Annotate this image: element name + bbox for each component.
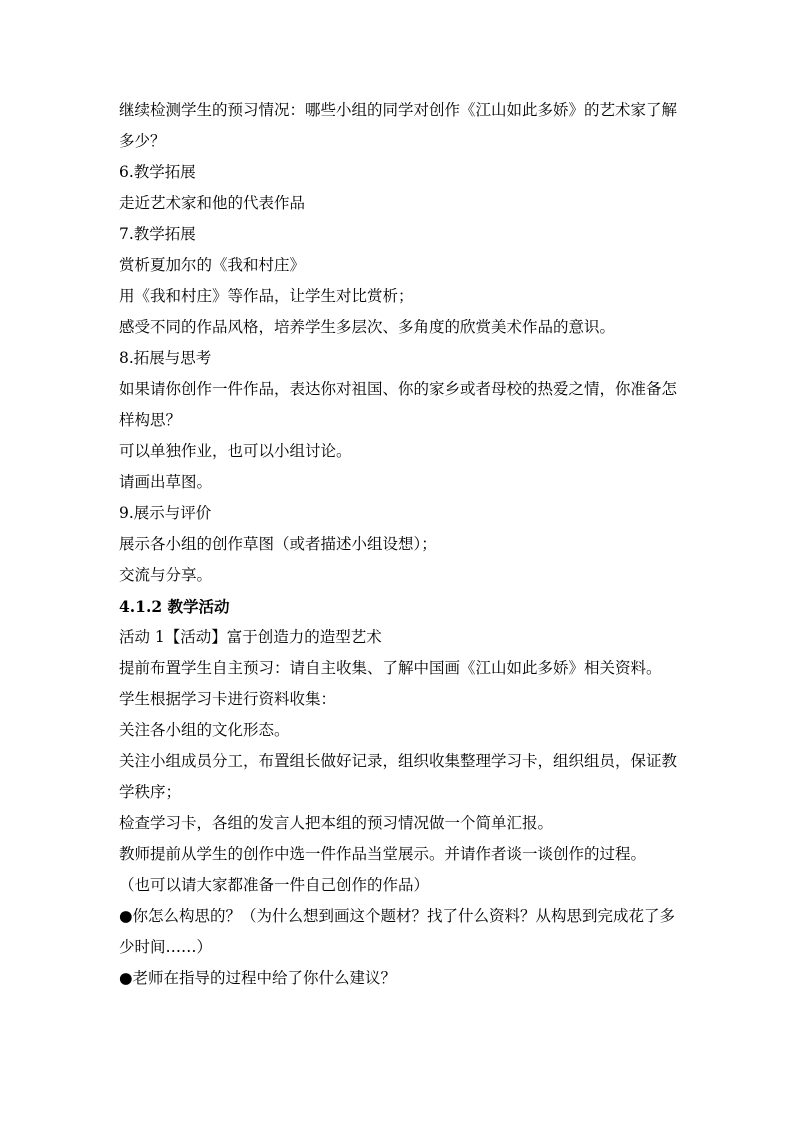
paragraph: 关注小组成员分工，布置组长做好记录，组织收集整理学习卡，组织组员，保证教学秩序； (119, 752, 678, 801)
paragraph: 检查学习卡，各组的发言人把本组的预习情况做一个简单汇报。 (119, 814, 554, 832)
paragraph: 走近艺术家和他的代表作品 (119, 194, 306, 212)
paragraph: 如果请你创作一件作品，表达你对祖国、你的家乡或者母校的热爱之情，你准备怎样构思？ (119, 380, 678, 429)
paragraph: 提前布置学生自主预习：请自主收集、了解中国画《江山如此多娇》相关资料。 (119, 659, 662, 677)
paragraph: 赏析夏加尔的《我和村庄》 (119, 256, 306, 274)
document-body (119, 95, 679, 994)
bullet-item: ●你怎么构思的？（为什么想到画这个题材？找了什么资料？从构思到完成花了多少时间……） (119, 907, 676, 956)
section-heading: 8.拓展与思考 (119, 349, 212, 367)
paragraph: 关注各小组的文化形态。 (119, 721, 290, 739)
paragraph: 可以单独作业，也可以小组讨论。 (119, 442, 352, 460)
activity-title: 活动 1【活动】富于创造力的造型艺术 (119, 628, 382, 646)
paragraph: 用《我和村庄》等作品，让学生对比赏析； (119, 287, 414, 305)
section-heading: 9.展示与评价 (119, 504, 212, 522)
paragraph: （也可以请大家都准备一件自己创作的作品） (119, 876, 430, 894)
section-heading: 7.教学拓展 (119, 225, 196, 243)
paragraph: 感受不同的作品风格，培养学生多层次、多角度的欣赏美术作品的意识。 (119, 318, 616, 336)
paragraph: 展示各小组的创作草图（或者描述小组设想）； (119, 535, 437, 553)
paragraph: 继续检测学生的预习情况：哪些小组的同学对创作《江山如此多娇》的艺术家了解多少？ (119, 101, 678, 150)
paragraph: 教师提前从学生的创作中选一件作品当堂展示。并请作者谈一谈创作的过程。 (119, 845, 647, 863)
paragraph: 请画出草图。 (119, 473, 213, 491)
subsection-heading: 4.1.2 教学活动 (119, 597, 230, 616)
paragraph: 学生根据学习卡进行资料收集： (119, 690, 337, 708)
paragraph: 交流与分享。 (119, 566, 213, 584)
bullet-item: ●老师在指导的过程中给了你什么建议？ (119, 969, 397, 987)
section-heading: 6.教学拓展 (119, 163, 196, 181)
